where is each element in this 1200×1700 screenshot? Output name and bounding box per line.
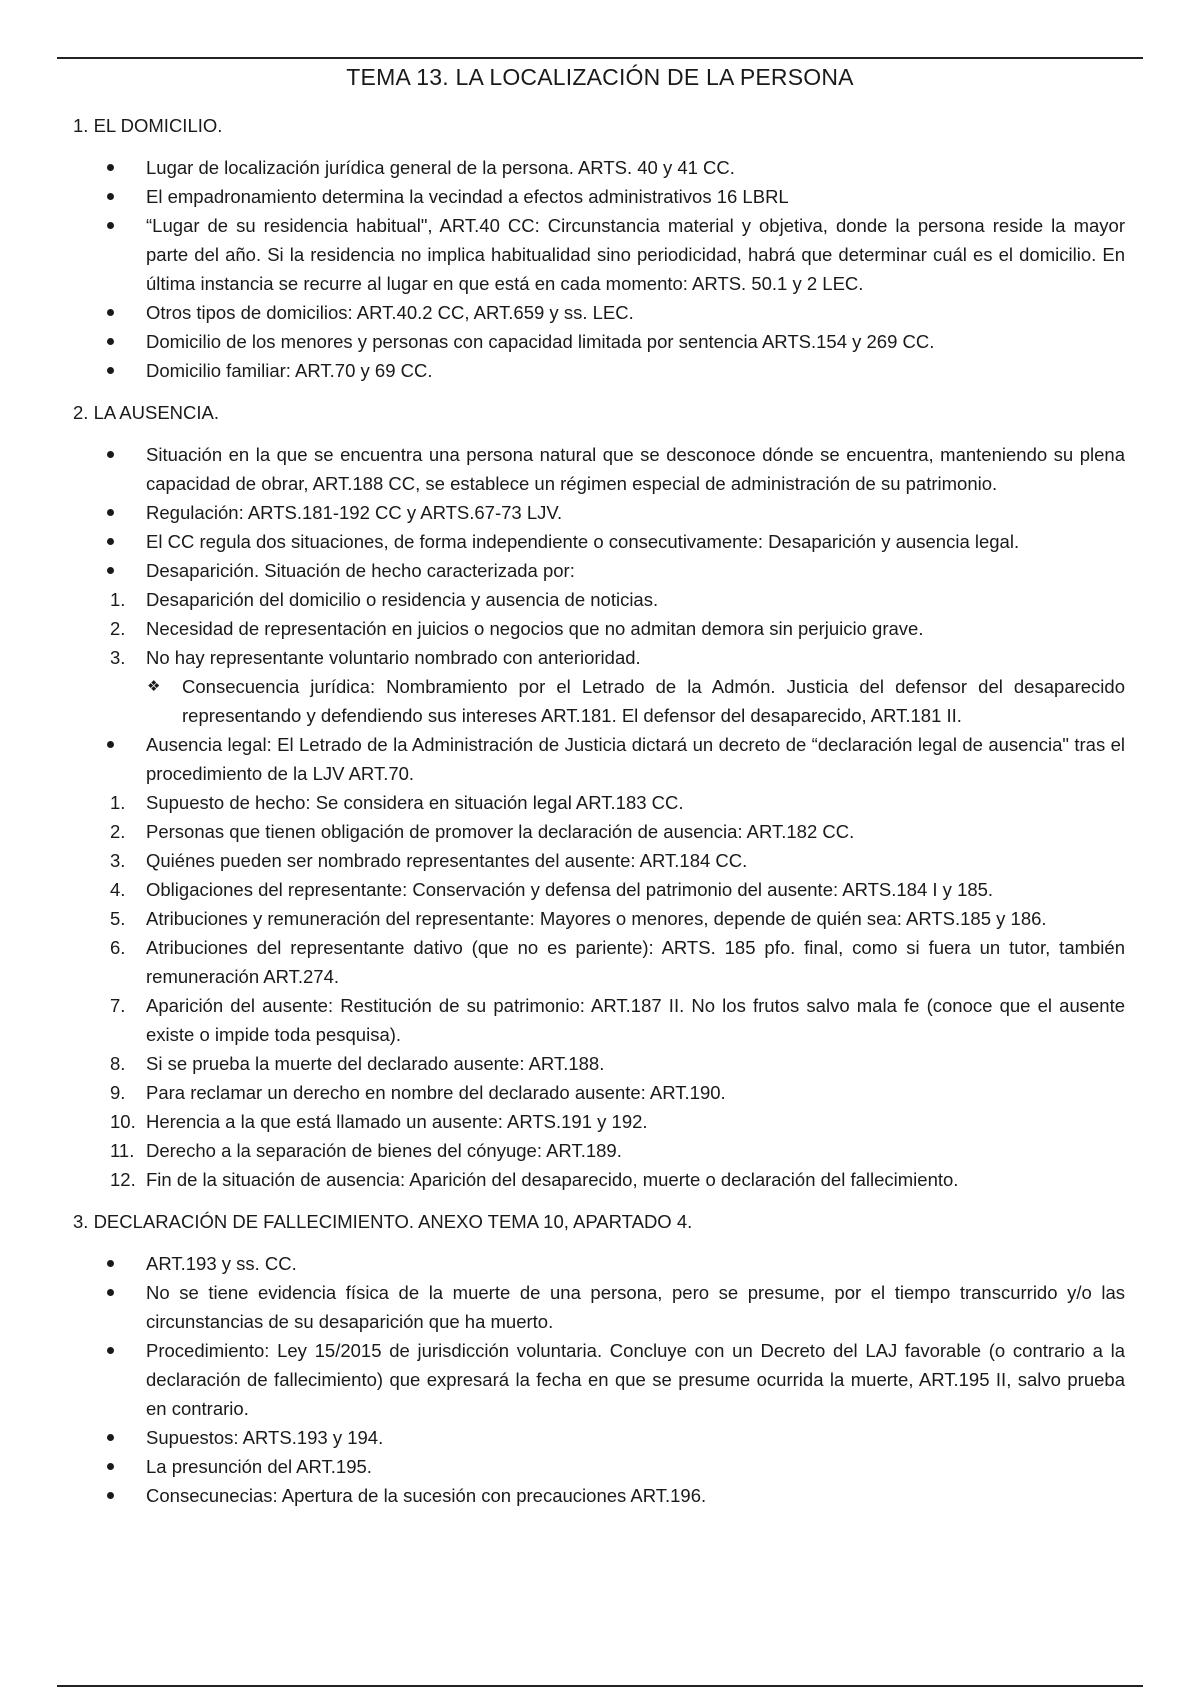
bullet-icon — [107, 182, 137, 211]
bullet-item — [73, 327, 1125, 356]
bullet-item — [73, 211, 1125, 298]
bottom-rule — [57, 1685, 1143, 1687]
item-text: Herencia a la que está llamado un ausente: ARTS.191 y 192. — [146, 1111, 648, 1132]
item-text: Aparición del ausente: Restitución de su patrimonio: ART.187 II. No los frutos salvo mala fe (conoce que el ausente existe o impide toda pesquisa). — [146, 995, 1125, 1045]
section-list — [73, 1249, 1125, 1510]
numbered-item — [73, 614, 1125, 643]
section-list — [73, 153, 1125, 385]
bullet-dot-icon — [107, 1289, 114, 1296]
bullet-dot-icon — [107, 538, 114, 545]
item-text: Atribuciones del representante dativo (que no es pariente): ARTS. 185 pfo. final, como si fuera un tutor, también remuneración ART.274. — [146, 937, 1125, 987]
bullet-icon — [107, 211, 137, 240]
sub-item — [73, 672, 1125, 730]
item-number: 8. — [110, 1053, 126, 1074]
bullet-icon — [107, 440, 137, 469]
item-text: Para reclamar un derecho en nombre del declarado ausente: ART.190. — [146, 1082, 726, 1103]
item-text: Obligaciones del representante: Conservación y defensa del patrimonio del ausente: ARTS.184 I y 185. — [146, 879, 994, 900]
bullet-item — [73, 527, 1125, 556]
bullet-dot-icon — [107, 1492, 114, 1499]
bullet-icon — [107, 298, 137, 327]
bullet-item — [73, 182, 1125, 211]
item-text: Si se prueba la muerte del declarado ausente: ART.188. — [146, 1053, 605, 1074]
item-number: 12. — [110, 1169, 136, 1190]
bullet-item — [73, 298, 1125, 327]
numbered-item — [73, 933, 1125, 991]
item-text: Quiénes pueden ser nombrado representantes del ausente: ART.184 CC. — [146, 850, 748, 871]
bullet-icon — [107, 730, 137, 759]
bullet-item — [73, 1336, 1125, 1423]
bullet-item — [73, 1249, 1125, 1278]
item-text: No hay representante voluntario nombrado con anterioridad. — [146, 647, 641, 668]
item-number: 3. — [110, 647, 126, 668]
diamond-bullet-icon: ❖ — [147, 678, 161, 695]
item-number: 4. — [110, 879, 126, 900]
item-text: Consecuencia jurídica: Nombramiento por el Letrado de la Admón. Justicia del defensor del desaparecido representando y defendiendo sus intereses ART.181. El defensor del desaparecido, ART.181 II. — [182, 676, 1125, 726]
bullet-item — [73, 498, 1125, 527]
item-text: Domicilio de los menores y personas con capacidad limitada por sentencia ARTS.154 y 269 CC. — [146, 331, 935, 352]
item-number: 10. — [110, 1111, 136, 1132]
bullet-dot-icon — [107, 309, 114, 316]
bullet-item — [73, 556, 1125, 585]
bullet-dot-icon — [107, 741, 114, 748]
item-text: Procedimiento: Ley 15/2015 de jurisdicción voluntaria. Concluye con un Decreto del LAJ favorable (o contrario a la declaración de fallecimiento) que expresará la fecha en que se presume ocurrida la muerte, ART.195 II, salvo prueba en contrario. — [146, 1340, 1125, 1419]
page-title: TEMA 13. LA LOCALIZACIÓN DE LA PERSONA — [346, 64, 854, 90]
item-text: Otros tipos de domicilios: ART.40.2 CC, ART.659 y ss. LEC. — [146, 302, 634, 323]
numbered-item — [73, 1049, 1125, 1078]
item-number: 2. — [110, 821, 126, 842]
bullet-icon — [107, 153, 137, 182]
numbered-item — [73, 643, 1125, 672]
bullet-dot-icon — [107, 1347, 114, 1354]
section-heading: 1. EL DOMICILIO. — [73, 115, 223, 136]
numbered-item — [73, 1078, 1125, 1107]
item-text: Supuestos: ARTS.193 y 194. — [146, 1427, 384, 1448]
item-text: Ausencia legal: El Letrado de la Administración de Justicia dictará un decreto de “declaración legal de ausencia" tras el procedimiento de la LJV ART.70. — [146, 734, 1125, 784]
item-text: Desaparición del domicilio o residencia y ausencia de noticias. — [146, 589, 659, 610]
item-text: “Lugar de su residencia habitual", ART.40 CC: Circunstancia material y objetiva, donde la persona reside la mayor parte del año. Si la residencia no implica habitualidad sino periodicidad, habrá que determinar cuál es el domicilio. En última instancia se recurre al lugar en que está en cada momento: ARTS. 50.1 y 2 LEC. — [146, 215, 1125, 294]
item-text: ART.193 y ss. CC. — [146, 1253, 297, 1274]
numbered-item — [73, 1136, 1125, 1165]
bullet-item — [73, 1423, 1125, 1452]
bullet-item — [73, 730, 1125, 788]
bullet-dot-icon — [107, 367, 114, 374]
bullet-dot-icon — [107, 509, 114, 516]
bullet-icon — [107, 1336, 137, 1365]
item-text: Supuesto de hecho: Se considera en situación legal ART.183 CC. — [146, 792, 684, 813]
numbered-item — [73, 817, 1125, 846]
item-text: El CC regula dos situaciones, de forma independiente o consecutivamente: Desaparición y ausencia legal. — [146, 531, 1020, 552]
numbered-item — [73, 1107, 1125, 1136]
bullet-item — [73, 1278, 1125, 1336]
item-text: Consecunecias: Apertura de la sucesión con precauciones ART.196. — [146, 1485, 707, 1506]
bullet-dot-icon — [107, 193, 114, 200]
bullet-item — [73, 440, 1125, 498]
section-heading: 3. DECLARACIÓN DE FALLECIMIENTO. ANEXO TEMA 10, APARTADO 4. — [73, 1211, 693, 1232]
item-number: 6. — [110, 937, 126, 958]
bullet-dot-icon — [107, 338, 114, 345]
bullet-dot-icon — [107, 1260, 114, 1267]
bullet-icon — [107, 327, 137, 356]
item-number: 1. — [110, 792, 126, 813]
item-text: Fin de la situación de ausencia: Aparición del desaparecido, muerte o declaración del fallecimiento. — [146, 1169, 959, 1190]
item-text: No se tiene evidencia física de la muerte de una persona, pero se presume, por el tiempo transcurrido y/o las circunstancias de su desaparición que ha muerto. — [146, 1282, 1125, 1332]
item-number: 5. — [110, 908, 126, 929]
bullet-icon — [107, 1423, 137, 1452]
bullet-dot-icon — [107, 222, 114, 229]
bullet-icon — [107, 1452, 137, 1481]
item-number: 9. — [110, 1082, 126, 1103]
bullet-dot-icon — [107, 451, 114, 458]
numbered-item — [73, 1165, 1125, 1194]
item-text: Domicilio familiar: ART.70 y 69 CC. — [146, 360, 433, 381]
item-text: Necesidad de representación en juicios o negocios que no admitan demora sin perjuicio grave. — [146, 618, 924, 639]
item-text: Derecho a la separación de bienes del cónyuge: ART.189. — [146, 1140, 622, 1161]
numbered-item — [73, 991, 1125, 1049]
document-body — [73, 111, 1125, 1523]
bullet-icon — [107, 498, 137, 527]
bullet-dot-icon — [107, 1463, 114, 1470]
section-list — [73, 440, 1125, 1194]
bullet-icon — [107, 1278, 137, 1307]
top-rule — [57, 57, 1143, 59]
bullet-icon — [107, 1249, 137, 1278]
item-text: La presunción del ART.195. — [146, 1456, 372, 1477]
item-text: Situación en la que se encuentra una persona natural que se desconoce dónde se encuentra, manteniendo su plena capacidad de obrar, ART.188 CC, se establece un régimen especial de administración de su patrimonio. — [146, 444, 1125, 494]
bullet-item — [73, 1481, 1125, 1510]
bullet-dot-icon — [107, 164, 114, 171]
item-number: 7. — [110, 995, 126, 1016]
bullet-icon — [107, 556, 137, 585]
bullet-item — [73, 356, 1125, 385]
bullet-icon — [107, 527, 137, 556]
item-text: Desaparición. Situación de hecho caracterizada por: — [146, 560, 575, 581]
item-text: El empadronamiento determina la vecindad a efectos administrativos 16 LBRL — [146, 186, 789, 207]
bullet-item — [73, 153, 1125, 182]
bullet-item — [73, 1452, 1125, 1481]
bullet-icon — [107, 1481, 137, 1510]
bullet-icon — [107, 356, 137, 385]
numbered-item — [73, 875, 1125, 904]
item-number: 1. — [110, 589, 126, 610]
item-text: Atribuciones y remuneración del representante: Mayores o menores, depende de quién sea: ARTS.185 y 186. — [146, 908, 1047, 929]
bullet-dot-icon — [107, 567, 114, 574]
item-number: 2. — [110, 618, 126, 639]
item-text: Personas que tienen obligación de promover la declaración de ausencia: ART.182 CC. — [146, 821, 855, 842]
item-text: Regulación: ARTS.181-192 CC y ARTS.67-73 LJV. — [146, 502, 563, 523]
bullet-dot-icon — [107, 1434, 114, 1441]
numbered-item — [73, 585, 1125, 614]
numbered-item — [73, 846, 1125, 875]
item-number: 3. — [110, 850, 126, 871]
numbered-item — [73, 788, 1125, 817]
item-text: Lugar de localización jurídica general de la persona. ARTS. 40 y 41 CC. — [146, 157, 735, 178]
numbered-item — [73, 904, 1125, 933]
section-heading: 2. LA AUSENCIA. — [73, 402, 220, 423]
item-number: 11. — [110, 1140, 135, 1161]
